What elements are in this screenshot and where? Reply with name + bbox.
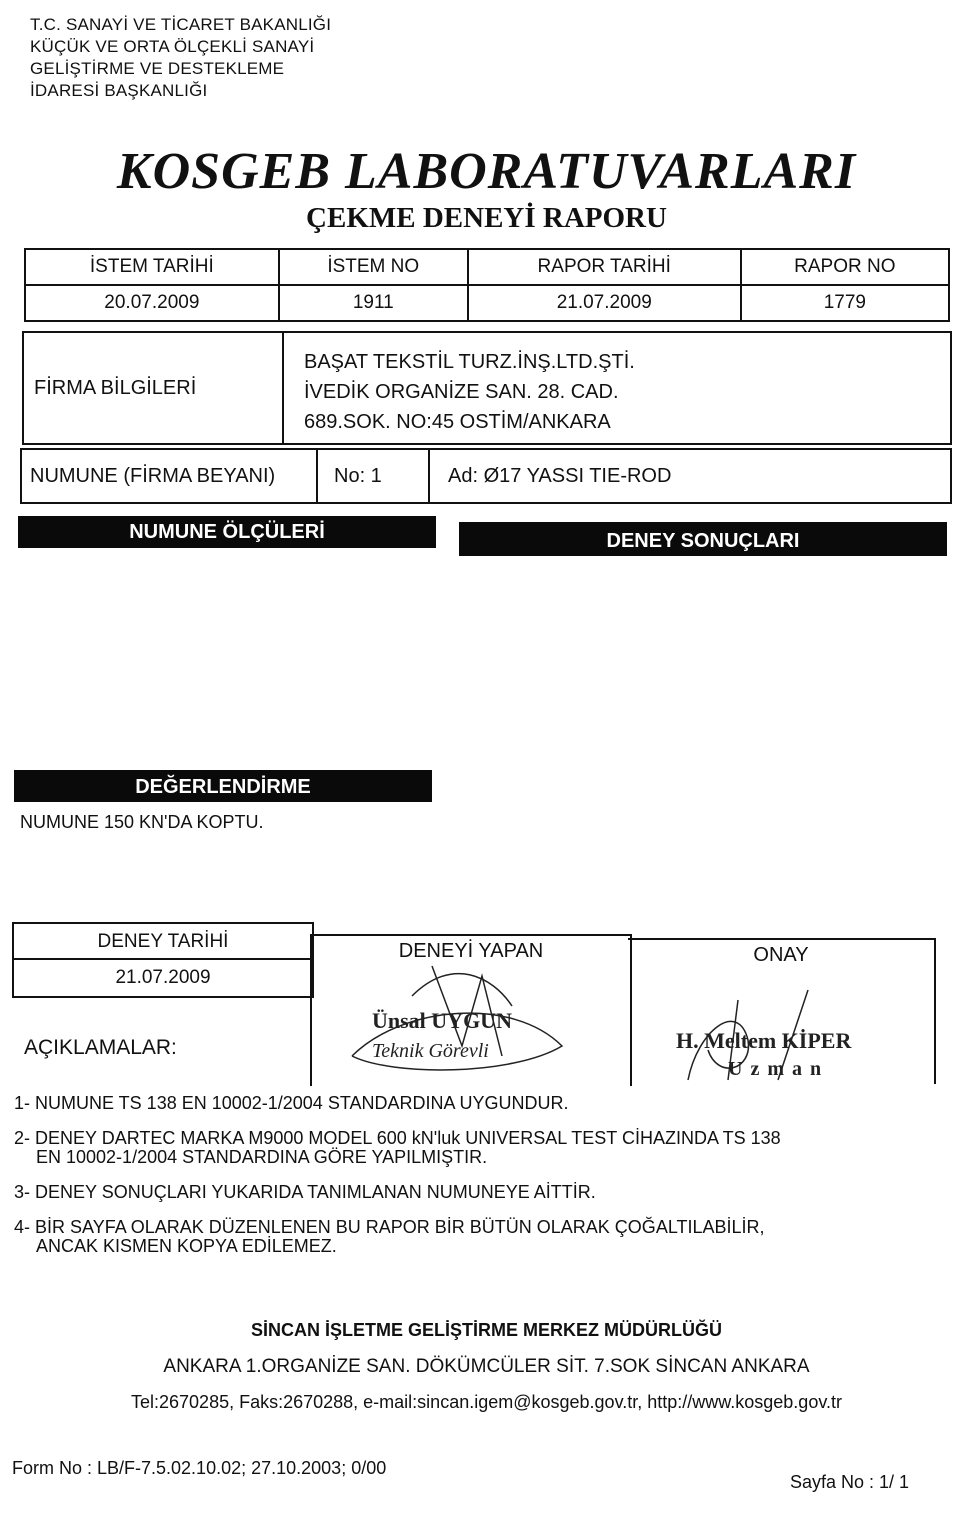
- header-cell: RAPOR TARİHİ: [468, 249, 741, 285]
- company-address: [304, 347, 635, 437]
- performer-name: Ünsal UYGUN: [372, 1008, 512, 1033]
- company-line: 689.SOK. NO:45 OSTİM/ANKARA: [304, 411, 611, 433]
- document-subtitle: ÇEKME DENEYİ RAPORU: [306, 202, 667, 234]
- company-line: İVEDİK ORGANİZE SAN. 28. CAD.: [304, 381, 619, 403]
- org-line: İDARESİ BAŞKANLIĞI: [30, 81, 208, 100]
- notes-heading: AÇIKLAMALAR:: [24, 1036, 177, 1059]
- test-date-box: [12, 922, 314, 998]
- test-date-value: 21.07.2009: [115, 967, 211, 988]
- approval-label: ONAY: [753, 944, 809, 966]
- section-sample-dimensions: NUMUNE ÖLÇÜLERİ: [18, 516, 436, 548]
- section-test-results: DENEY SONUÇLARI: [459, 522, 947, 556]
- value-cell: 1779: [741, 285, 949, 321]
- note-item: [14, 1218, 914, 1256]
- note-item: [14, 1129, 914, 1167]
- note-item: [14, 1183, 914, 1202]
- org-header: [30, 14, 331, 102]
- note-line: 3- DENEY SONUÇLARI YUKARIDA TANIMLANAN NUMUNEYE AİTTİR.: [14, 1182, 596, 1202]
- org-line: T.C. SANAYİ VE TİCARET BAKANLIĞI: [30, 15, 332, 34]
- header-cell: İSTEM TARİHİ: [25, 249, 279, 285]
- company-line: BAŞAT TEKSTİL TURZ.İNŞ.LTD.ŞTİ.: [304, 351, 635, 373]
- report-header-table: [24, 248, 950, 322]
- approval-box: [628, 938, 936, 1084]
- footer-office: SİNCAN İŞLETME GELİŞTİRME MERKEZ MÜDÜRLÜĞÜ: [251, 1320, 722, 1340]
- sample-row: [20, 448, 952, 504]
- page-number: Sayfa No : 1/ 1: [790, 1472, 910, 1492]
- approver-title: Uzman: [728, 1058, 830, 1080]
- footer-contact: Tel:2670285, Faks:2670288, e-mail:sincan.igem@kosgeb.gov.tr, http://www.kosgeb.gov.tr: [131, 1392, 842, 1412]
- form-number: Form No : LB/F-7.5.02.10.02; 27.10.2003; 0/00: [12, 1458, 387, 1478]
- org-line: GELİŞTİRME VE DESTEKLEME: [30, 59, 285, 78]
- test-date-label: DENEY TARİHİ: [14, 924, 312, 960]
- performed-by-label: DENEYİ YAPAN: [398, 940, 544, 962]
- value-cell: 21.07.2009: [468, 285, 741, 321]
- notes-list: [14, 1094, 914, 1272]
- value-cell: 1911: [279, 285, 468, 321]
- sample-number: No: 1: [320, 450, 430, 502]
- note-line: 1- NUMUNE TS 138 EN 10002-1/2004 STANDARDINA UYGUNDUR.: [14, 1093, 569, 1113]
- footer-address: ANKARA 1.ORGANİZE SAN. DÖKÜMCÜLER SİT. 7.SOK SİNCAN ANKARA: [163, 1356, 810, 1377]
- note-line: 2- DENEY DARTEC MARKA M9000 MODEL 600 kN'luk UNIVERSAL TEST CİHAZINDA TS 138: [14, 1128, 781, 1148]
- header-cell: İSTEM NO: [279, 249, 468, 285]
- sample-name: Ad: Ø17 YASSI TIE-ROD: [448, 464, 672, 487]
- sample-label: NUMUNE (FİRMA BEYANI): [22, 450, 318, 502]
- company-info-box: [22, 331, 952, 445]
- company-info-label: FİRMA BİLGİLERİ: [24, 333, 284, 443]
- approver-name: H. Meltem KİPER: [676, 1028, 852, 1053]
- note-line: ANCAK KISMEN KOPYA EDİLEMEZ.: [36, 1236, 337, 1256]
- evaluation-text: NUMUNE 150 KN'DA KOPTU.: [20, 812, 264, 832]
- note-line: EN 10002-1/2004 STANDARDINA GÖRE YAPILMIŞTIR.: [36, 1147, 488, 1167]
- header-cell: RAPOR NO: [741, 249, 949, 285]
- performer-signature: [312, 936, 630, 1086]
- value-cell: 20.07.2009: [25, 285, 279, 321]
- section-evaluation: DEĞERLENDİRME: [14, 770, 432, 802]
- note-item: [14, 1094, 914, 1113]
- performer-title: Teknik Görevli: [372, 1040, 489, 1062]
- note-line: 4- BİR SAYFA OLARAK DÜZENLENEN BU RAPOR BİR BÜTÜN OLARAK ÇOĞALTILABİLİR,: [14, 1217, 765, 1237]
- performed-by-box: [310, 934, 632, 1086]
- org-line: KÜÇÜK VE ORTA ÖLÇEKLİ SANAYİ: [30, 37, 315, 56]
- document-title: KOSGEB LABORATUVARLARI: [116, 143, 857, 200]
- approver-signature: [628, 940, 934, 1084]
